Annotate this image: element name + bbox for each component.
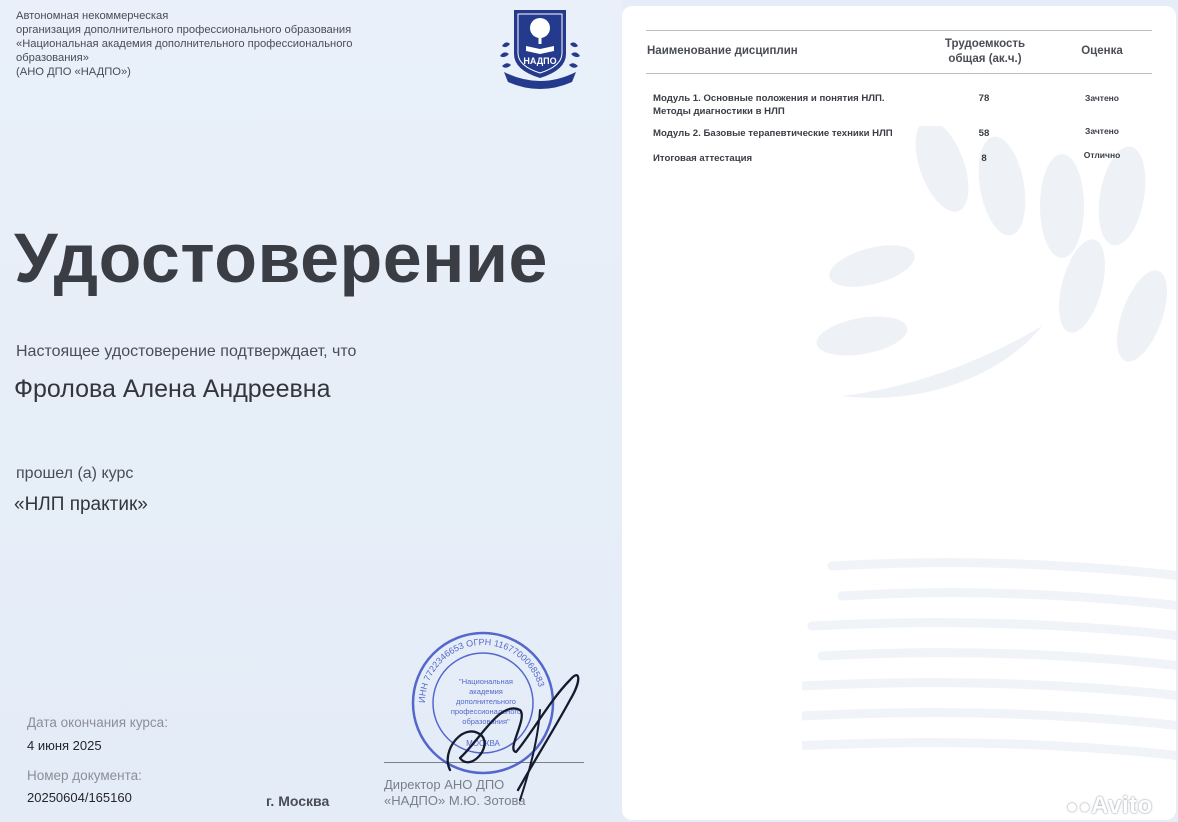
discipline-name	[653, 92, 943, 118]
organization-line: организация дополнительного профессионального образования	[16, 24, 352, 36]
discipline-hours: 8	[981, 153, 987, 164]
table-top-border	[646, 30, 1152, 31]
passed-course-text: прошел (а) курс	[16, 465, 134, 482]
discipline-name-line: Модуль 1. Основные положения и понятия НЛП.	[653, 93, 885, 104]
organization-line: образования»	[16, 52, 89, 64]
director-signature	[420, 640, 600, 810]
logo-text: НАДПО	[523, 56, 557, 66]
director-title: Директор АНО ДПО	[384, 777, 505, 792]
organization-line: (АНО ДПО «НАДПО»)	[16, 66, 131, 78]
table-header-border	[646, 73, 1152, 74]
stamp-ring-text: ИНН 7722346653 ОГРН 1167700068583	[416, 636, 547, 704]
discipline-grade: Зачтено	[1085, 126, 1119, 136]
course-name: «НЛП практик»	[14, 494, 148, 515]
column-header-grade: Оценка	[1081, 45, 1123, 57]
discipline-grade: Зачтено	[1085, 93, 1119, 103]
discipline-name: Модуль 2. Базовые терапевтические техники НЛП	[653, 128, 893, 139]
end-date-label: Дата окончания курса:	[27, 715, 168, 730]
document-number-label: Номер документа:	[27, 768, 142, 783]
certificate-back-page	[622, 6, 1176, 820]
discipline-hours: 58	[978, 128, 990, 139]
end-date-value: 4 июня 2025	[27, 738, 102, 753]
city: г. Москва	[266, 793, 330, 809]
avito-watermark	[1066, 792, 1153, 820]
column-header-discipline: Наименование дисциплин	[647, 45, 798, 57]
column-header-hours	[922, 37, 1048, 67]
avito-dots-icon: ●●	[1066, 796, 1092, 818]
avito-brand-text: Avito	[1091, 792, 1153, 819]
discipline-name: Итоговая аттестация	[653, 153, 753, 164]
laurel-watermark	[802, 126, 1176, 766]
discipline-hours: 78	[978, 93, 990, 104]
column-header-hours-line: общая (ак.ч.)	[948, 53, 1022, 65]
director-name: «НАДПО» М.Ю. Зотова	[384, 793, 526, 808]
organization-line: «Национальная академия дополнительного профессионального	[16, 38, 353, 50]
academy-logo	[492, 6, 588, 90]
confirmation-text: Настоящее удостоверение подтверждает, что	[16, 343, 357, 360]
organization-line: Автономная некоммерческая	[16, 10, 169, 22]
discipline-grade: Отлично	[1083, 150, 1121, 160]
organization-name	[16, 9, 352, 79]
stamp-center-line: "Национальная	[459, 677, 513, 686]
stamp-center-line: академия	[469, 687, 503, 696]
stamp-center-line: образования"	[462, 717, 510, 726]
stamp-center-line: дополнительного	[456, 697, 516, 706]
column-header-hours-line: Трудоемкость	[944, 38, 1026, 50]
discipline-name-line: Методы диагностики в НЛП	[653, 106, 785, 117]
recipient-name: Фролова Алена Андреевна	[14, 375, 331, 403]
certificate-title: Удостоверение	[14, 219, 548, 297]
stamp-center-line: профессионального	[450, 707, 522, 716]
stamp-bottom-text: МОСКВА	[466, 739, 500, 748]
document-number-value: 20250604/165160	[27, 790, 132, 805]
